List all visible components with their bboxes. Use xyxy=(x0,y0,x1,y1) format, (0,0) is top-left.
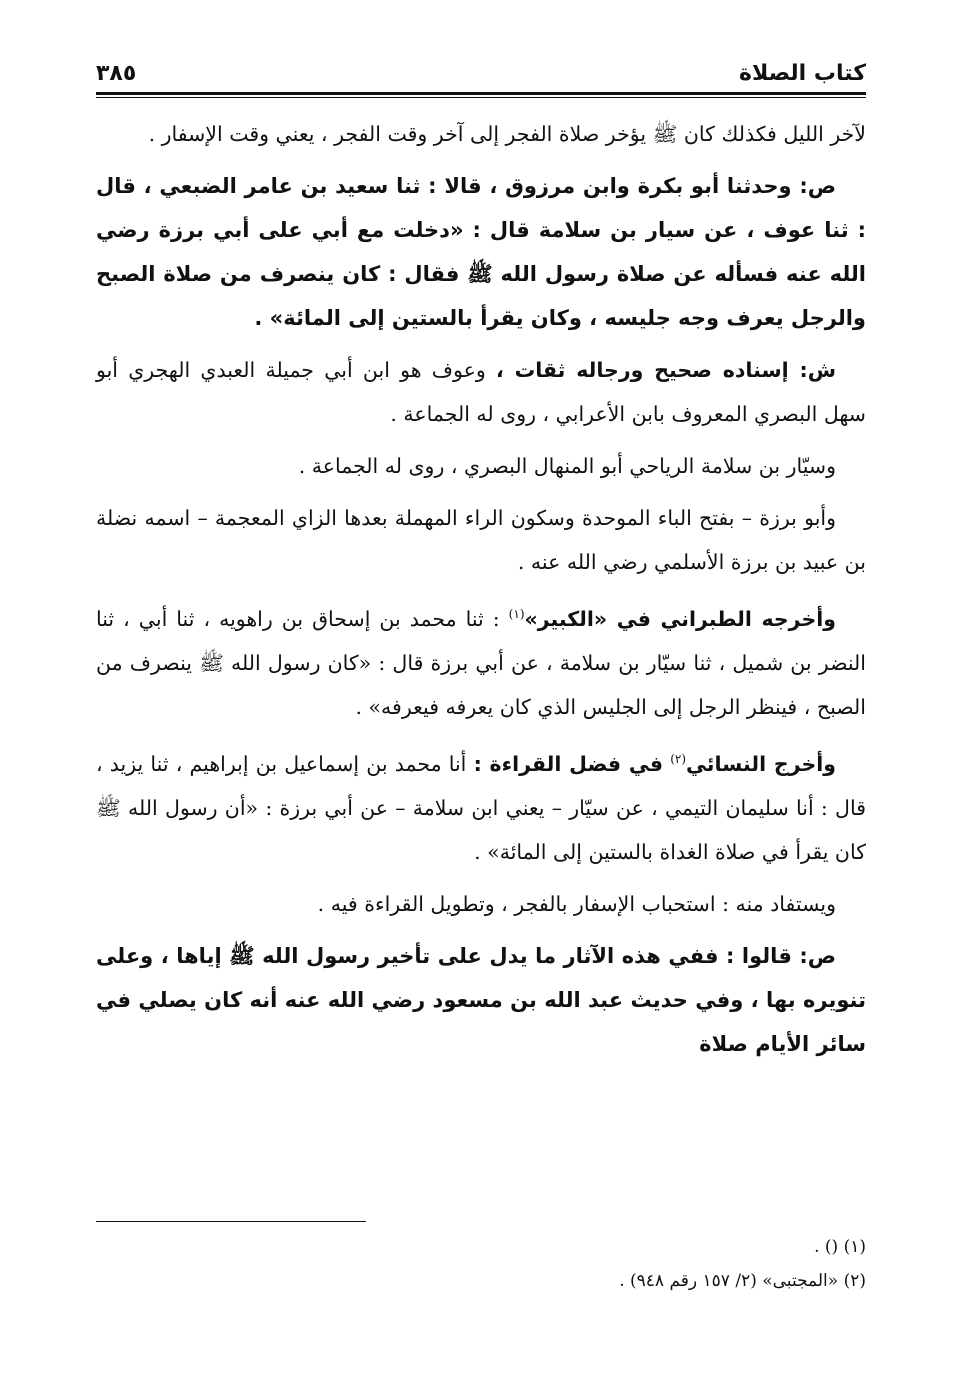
paragraph xyxy=(96,348,866,436)
footnotes xyxy=(96,1230,866,1298)
paragraph-text: : ثنا محمد بن إسحاق بن راهويه ، ثنا أبي ، ثنا النضر بن شميل ، ثنا سيّار بن سلامة ، عن أبي برزة قال : «كان رسول الله ﷺ ينصرف من الصبح ، فينظر الرجل إلى الجليس الذي كان يعرفه فيعرفه» . xyxy=(96,606,866,719)
paragraph xyxy=(96,164,866,340)
paragraph-lead: ص: xyxy=(799,174,837,198)
paragraph-text: وأبو برزة – بفتح الباء الموحدة وسكون الراء المهملة بعدها الزاي المعجمة – اسمه نضلة بن عبيد بن برزة الأسلمي رضي الله عنه . xyxy=(96,506,866,574)
paragraph-lead: ص: xyxy=(799,943,837,968)
paragraph xyxy=(96,934,866,1066)
header-rule-thin xyxy=(96,97,866,98)
paragraph-lead: وأخرجه الطبراني في «الكبير» xyxy=(524,606,836,631)
body-text xyxy=(96,112,866,1066)
paragraph-lead: في فضل القراءة : xyxy=(473,751,664,776)
footnote: (١) () . xyxy=(814,1237,866,1257)
page-number: ٣٨٥ xyxy=(96,61,137,86)
paragraph xyxy=(96,737,866,874)
footnote-ref: (١) xyxy=(508,607,525,621)
footnote: (٢) «المجتبى» (٢/ ١٥٧ رقم ٩٤٨) . xyxy=(619,1271,866,1291)
paragraph-text: وسيّار بن سلامة الرياحي أبو المنهال البصري ، روى له الجماعة . xyxy=(298,454,836,478)
paragraph xyxy=(96,444,866,488)
running-title: كتاب الصلاة xyxy=(739,61,866,86)
paragraph xyxy=(96,112,866,156)
footnote-ref: (٢) xyxy=(670,751,687,766)
paragraph xyxy=(96,882,866,926)
paragraph-text: لآخر الليل فكذلك كان ﷺ يؤخر صلاة الفجر إلى آخر وقت الفجر ، يعني وقت الإسفار . xyxy=(148,122,866,146)
paragraph-lead: وأخرج النسائي xyxy=(686,751,836,776)
header-rule xyxy=(96,92,866,95)
paragraph-text: قالوا : ففي هذه الآثار ما يدل على تأخير رسول الله ﷺ إياها ، وعلى تنويره بها ، وفي حديث عبد الله بن مسعود رضي الله عنه أنه كان يصلي في سائر الأيام صلاة xyxy=(96,943,866,1056)
paragraph-text: وحدثنا أبو بكرة وابن مرزوق ، قالا : ثنا سعيد بن عامر الضبعي ، قال : ثنا عوف ، عن سيار بن سلامة قال : «دخلت مع أبي على أبي برزة رضي الله عنه فسأله عن صلاة رسول الله ﷺ فقال : كان ينصرف من صلاة الصبح والرجل يعرف وجه جليسه ، وكان يقرأ بالستين إلى المائة» . xyxy=(96,174,866,330)
footnote-rule xyxy=(96,1221,366,1222)
paragraph xyxy=(96,496,866,584)
page-header xyxy=(96,40,866,86)
paragraph-lead: ش: إسناده صحيح ورجاله ثقات ، xyxy=(495,358,836,382)
paragraph xyxy=(96,592,866,729)
page xyxy=(96,40,866,1074)
paragraph-text: ويستفاد منه : استحباب الإسفار بالفجر ، وتطويل القراءة فيه . xyxy=(317,891,836,916)
paragraph-text: أنا محمد بن إسماعيل بن إبراهيم ، ثنا يزيد ، قال : أنا سليمان التيمي ، عن سيّار – يعني ابن سلامة – عن أبي برزة : «أن رسول الله ﷺ كان يقرأ في صلاة الغداة بالستين إلى المائة» . xyxy=(96,751,866,864)
paragraph-text: وعوف هو ابن أبي جميلة العبدي الهجري أبو سهل البصري المعروف بابن الأعرابي ، روى له الجماعة . xyxy=(96,358,866,426)
